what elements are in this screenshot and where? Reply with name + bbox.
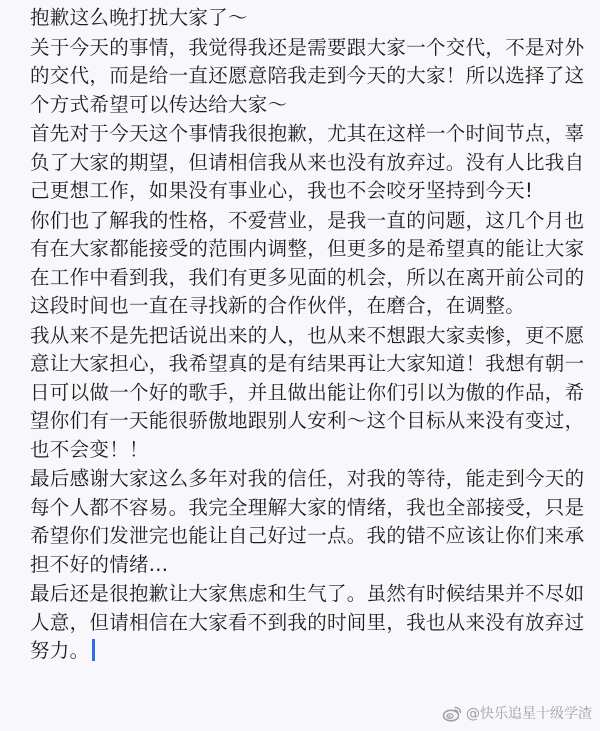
watermark [442,703,592,723]
note-paragraph: 抱歉这么晚打扰大家了～ [30,6,248,29]
note-body[interactable] [30,4,596,666]
note-paragraph: 首先对于今天这个事情我很抱歉，尤其在这样一个时间节点，辜负了大家的期望，但请相信我从来也没有放弃过。没有人比我自己更想工作，如果没有事业心，我也不会咬牙坚持到今天! [30,122,585,202]
note-paragraph: 关于今天的事情，我觉得我还是需要跟大家一个交代，不是对外的交代，而是给一直还愿意陪我走到今天的大家！所以选择了这个方式希望可以传达给大家～ [30,35,585,116]
note-paragraph: 最后感谢大家这么多年对我的信任，对我的等待，能走到今天的每个人都不容易。我完全理解大家的情绪，我也全部接受，只是希望你们发泄完也能让自己好过一点。我的错不应该让你们来承担不好的情绪... [30,467,585,576]
text-cursor [92,639,95,661]
note-paragraph: 你们也了解我的性格，不爱营业，是我一直的问题，这几个月也有在大家都能接受的范围内调整，但更多的是希望真的能让大家在工作中看到我，我们有更多见面的机会，所以在离开前公司的这段时间也一直在寻找新的合作伙伴，在磨合，在调整。 [30,208,585,317]
note-paragraph-text: 最后还是很抱歉让大家焦虑和生气了。虽然有时候结果并不尽如人意，但请相信在大家看不到我的时间里，我也从来没有放弃过努力。 [30,582,585,662]
weibo-icon [442,705,462,722]
watermark-text: @快乐追星十级学渣 [466,706,592,722]
note-paragraph: 我从来不是先把话说出来的人，也从来不想跟大家卖惨，更不愿意让大家担心，我希望真的是有结果再让大家知道！我想有朝一日可以做一个好的歌手，并且做出能让你们引以为傲的作品，希望你们有一天能很骄傲地跟别人安利～这个目标从来没有变过，也不会变！！ [30,323,585,461]
note-paragraph-last [30,580,596,666]
